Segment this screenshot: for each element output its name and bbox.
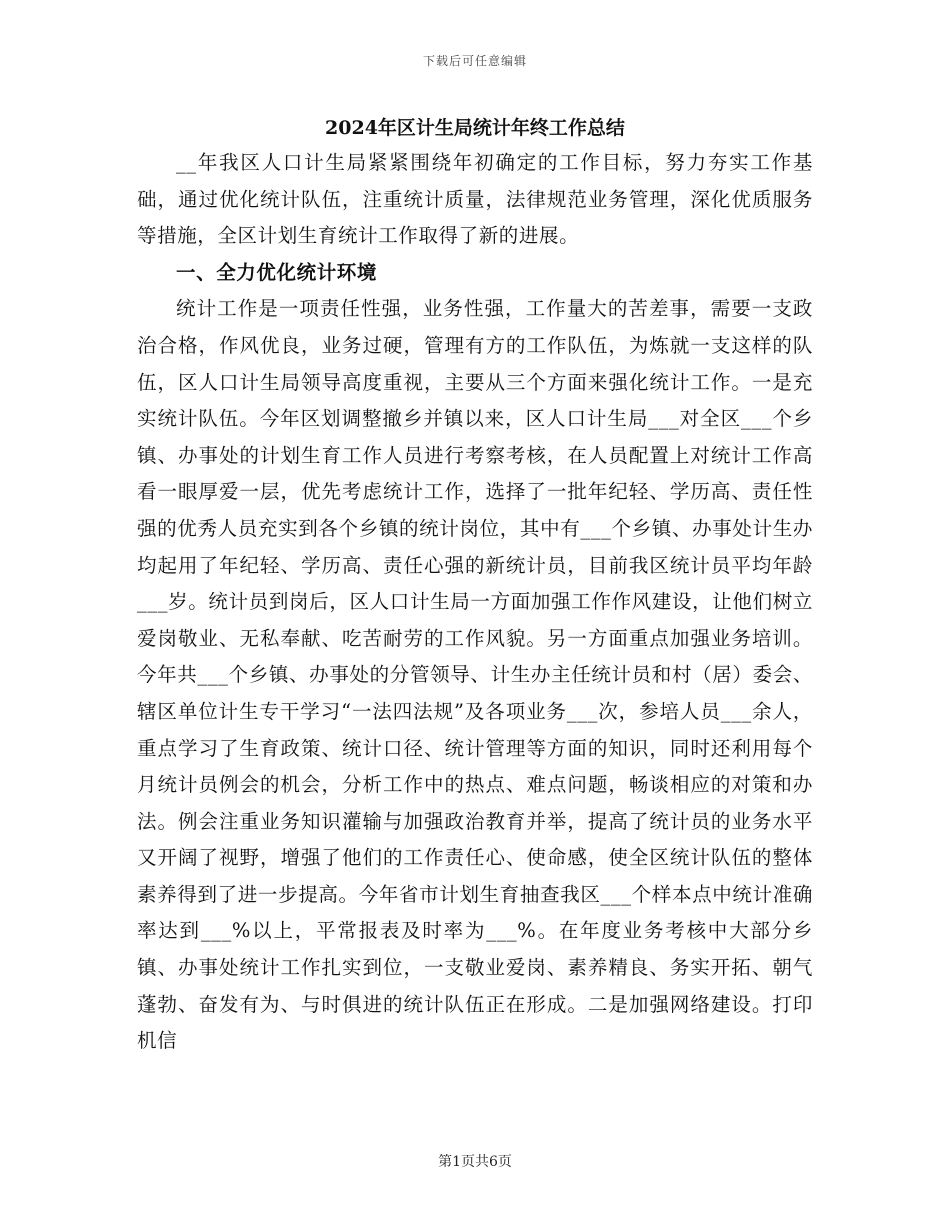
document-body (137, 145, 813, 1060)
intro-paragraph: __年我区人口计生局紧紧围绕年初确定的工作目标，努力夯实工作基础，通过优化统计队伍，注重统计质量，法律规范业务管理，深化优质服务等措施，全区计划生育统计工作取得了新的进展。 (137, 151, 813, 248)
page-number: 第1页共6页 (438, 1154, 512, 1170)
section-heading: 一、全力优化统计环境 (176, 260, 378, 284)
header-note: 下载后可任意编辑 (422, 54, 527, 68)
document-title: 2024年区计生局统计年终工作总结 (325, 117, 625, 139)
section-paragraph: 统计工作是一项责任性强，业务性强，工作量大的苦差事，需要一支政治合格，作风优良，业务过硬，管理有方的工作队伍，为炼就一支这样的队伍，区人口计生局领导高度重视，主要从三个方面来强化统计工作。一是充实统计队伍。今年区划调整撤乡并镇以来，区人口计生局___对全区___个乡镇、办事处的计划生育工作人员进行考察考核，在人员配置上对统计工作高看一眼厚爱一层，优先考虑统计工作，选择了一批年纪轻、学历高、责任性强的优秀人员充实到各个乡镇的统计岗位，其中有___个乡镇、办事处计生办均起用了年纪轻、学历高、责任心强的新统计员，目前我区统计员平均年龄___岁。统计员到岗后，区人口计生局一方面加强工作作风建设，让他们树立爱岗敬业、无私奉献、吃苦耐劳的工作风貌。另一方面重点加强业务培训。今年共___个乡镇、办事处的分管领导、计生办主任统计员和村（居）委会、辖区单位计生专干学习“一法四法规”及各项业务___次，参培人员___余人，重点学习了生育政策、统计口径、统计管理等方面的知识，同时还利用每个月统计员例会的机会，分析工作中的热点、难点问题，畅谈相应的对策和办法。例会注重业务知识灌输与加强政治教育并举，提高了统计员的业务水平又开阔了视野，增强了他们的工作责任心、使命感，使全区统计队伍的整体素养得到了进一步提高。今年省市计划生育抽查我区___个样本点中统计准确率达到___%以上，平常报表及时率为___%。在年度业务考核中大部分乡镇、办事处统计工作扎实到位，一支敬业爱岗、素养精良、务实开拓、朝气蓬勃、奋发有为、与时俱进的统计队伍正在形成。二是加强网络建设。打印机信 (137, 297, 813, 1053)
